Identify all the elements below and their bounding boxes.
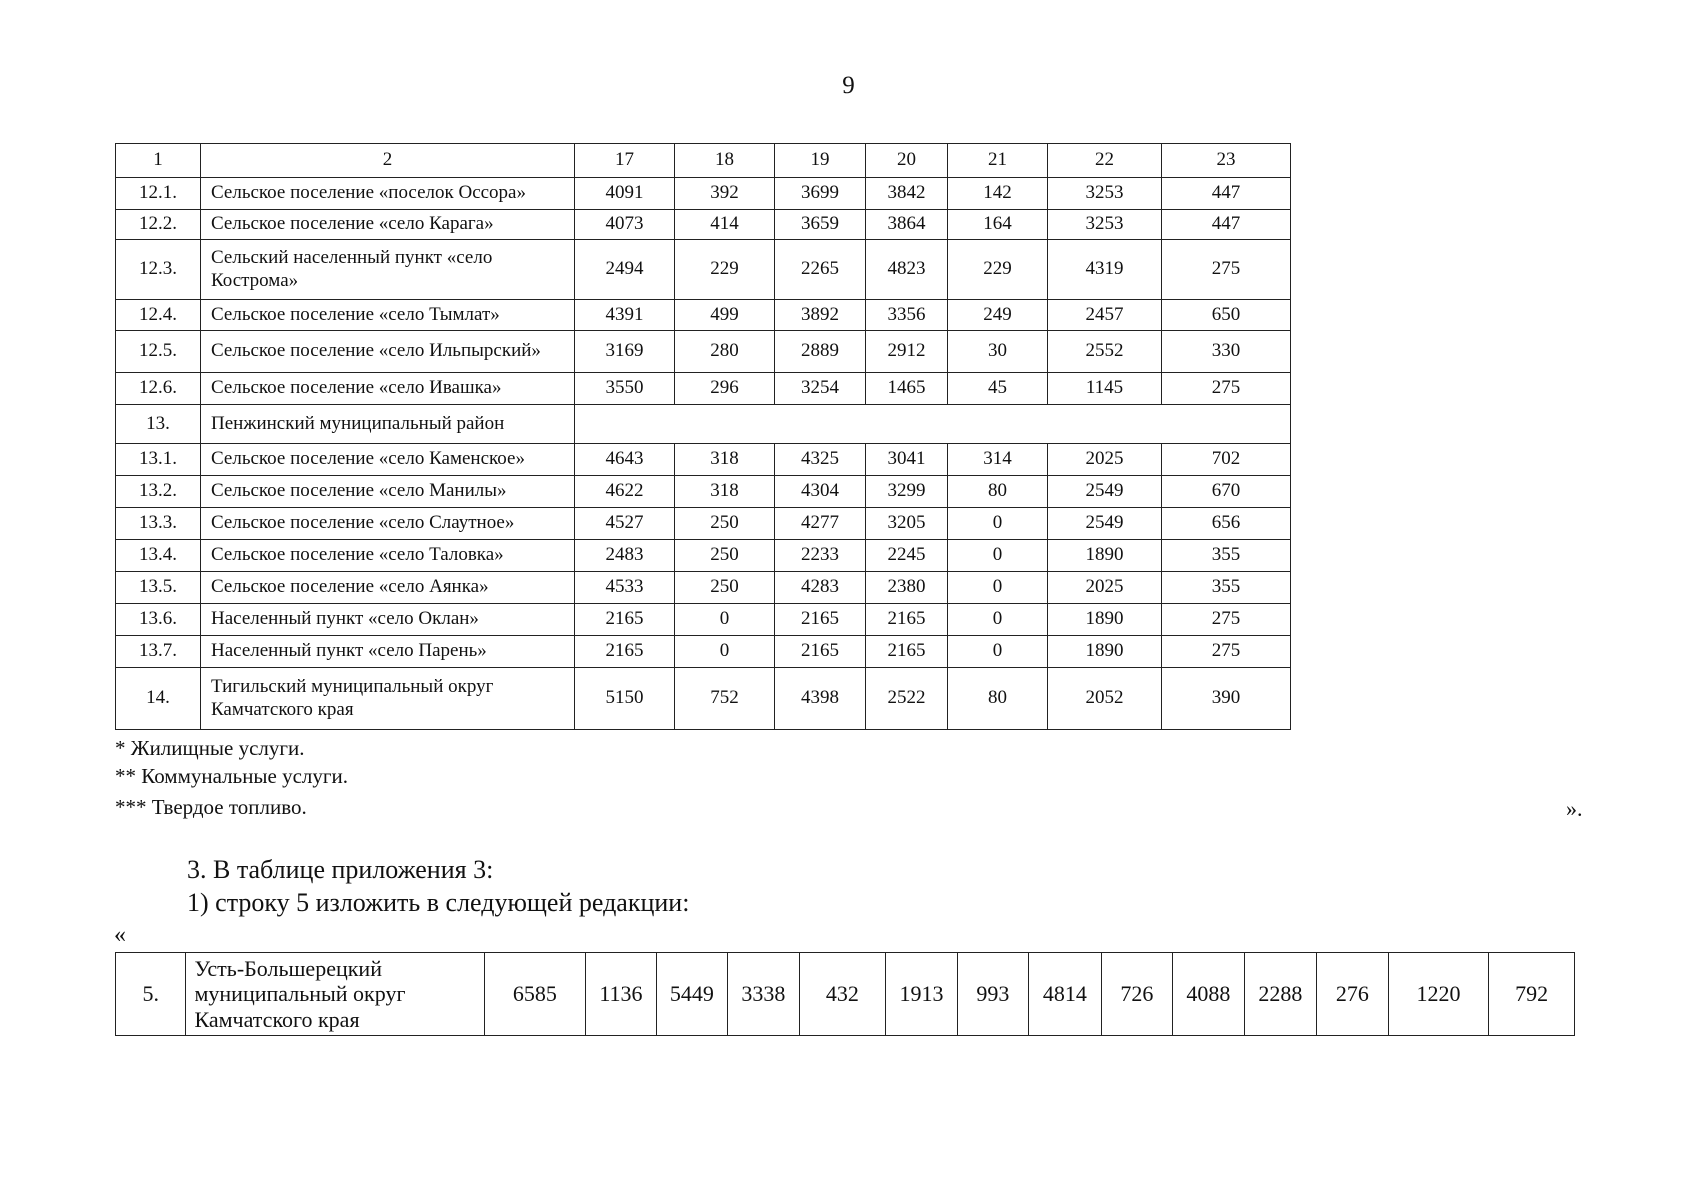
- value-cell: 702: [1162, 444, 1291, 476]
- value-cell: 229: [675, 240, 775, 300]
- column-header: 1: [116, 144, 201, 178]
- value-cell: 392: [675, 178, 775, 210]
- row-number: 13.7.: [116, 636, 201, 668]
- row-number: 13.3.: [116, 508, 201, 540]
- value-cell: 3253: [1048, 178, 1162, 210]
- value-cell: 80: [948, 668, 1048, 730]
- value-cell: 4091: [575, 178, 675, 210]
- value-cell: 4643: [575, 444, 675, 476]
- value-cell: 2165: [775, 636, 866, 668]
- value-cell: 0: [948, 572, 1048, 604]
- opening-quote: «: [114, 922, 126, 948]
- value-cell: 1145: [1048, 373, 1162, 405]
- value-cell: 670: [1162, 476, 1291, 508]
- row-number: 13.1.: [116, 444, 201, 476]
- row-number: 13.2.: [116, 476, 201, 508]
- value-cell: 4073: [575, 210, 675, 240]
- value-cell: 726: [1101, 953, 1172, 1036]
- row-number: 12.4.: [116, 300, 201, 331]
- value-cell: 355: [1162, 540, 1291, 572]
- value-cell: 3205: [866, 508, 948, 540]
- table-row: [116, 300, 1291, 331]
- value-cell: 447: [1162, 178, 1291, 210]
- municipality-name: Сельский населенный пункт «село Кострома»: [201, 240, 575, 300]
- column-header: 22: [1048, 144, 1162, 178]
- table-row: [116, 953, 1575, 1036]
- value-cell: 142: [948, 178, 1048, 210]
- main-table: [115, 143, 1291, 730]
- paragraph-item-3: 3. В таблице приложения 3:: [187, 855, 494, 884]
- value-cell: 2025: [1048, 572, 1162, 604]
- table-row: [116, 444, 1291, 476]
- municipality-name: Сельское поселение «село Тымлат»: [201, 300, 575, 331]
- value-cell: 1890: [1048, 540, 1162, 572]
- value-cell: 164: [948, 210, 1048, 240]
- value-cell: 2165: [866, 604, 948, 636]
- value-cell: 2288: [1244, 953, 1316, 1036]
- value-cell: 4398: [775, 668, 866, 730]
- value-cell: 30: [948, 331, 1048, 373]
- value-cell: 2165: [575, 636, 675, 668]
- row-number: 12.1.: [116, 178, 201, 210]
- footnote-utilities: ** Коммунальные услуги.: [115, 764, 349, 788]
- value-cell: 4533: [575, 572, 675, 604]
- municipality-name: Сельское поселение «село Манилы»: [201, 476, 575, 508]
- value-cell: 993: [957, 953, 1028, 1036]
- value-cell: 280: [675, 331, 775, 373]
- value-cell: 4622: [575, 476, 675, 508]
- value-cell: 6585: [484, 953, 586, 1036]
- table-row: [116, 178, 1291, 210]
- row-number: 13.5.: [116, 572, 201, 604]
- value-cell: 2552: [1048, 331, 1162, 373]
- value-cell: 3659: [775, 210, 866, 240]
- value-cell: 2522: [866, 668, 948, 730]
- row-number: 13.6.: [116, 604, 201, 636]
- row5-table: [115, 952, 1575, 1036]
- value-cell: 390: [1162, 668, 1291, 730]
- value-cell: 752: [675, 668, 775, 730]
- value-cell: 4814: [1029, 953, 1101, 1036]
- value-cell: 3254: [775, 373, 866, 405]
- value-cell: 296: [675, 373, 775, 405]
- table-row: [116, 572, 1291, 604]
- table-row: [116, 508, 1291, 540]
- value-cell: 656: [1162, 508, 1291, 540]
- column-header: 2: [201, 144, 575, 178]
- value-cell: 5449: [656, 953, 727, 1036]
- value-cell: 3041: [866, 444, 948, 476]
- value-cell: 2549: [1048, 508, 1162, 540]
- value-cell: 1890: [1048, 636, 1162, 668]
- value-cell: 792: [1489, 953, 1575, 1036]
- municipality-name: Сельское поселение «поселок Оссора»: [201, 178, 575, 210]
- row-number: 13.: [116, 405, 201, 444]
- value-cell: 2025: [1048, 444, 1162, 476]
- value-cell: 3253: [1048, 210, 1162, 240]
- value-cell: 3356: [866, 300, 948, 331]
- value-cell: 249: [948, 300, 1048, 331]
- value-cell: 2233: [775, 540, 866, 572]
- value-cell: 4304: [775, 476, 866, 508]
- value-cell: 2265: [775, 240, 866, 300]
- value-cell: 4277: [775, 508, 866, 540]
- municipality-name: Сельское поселение «село Слаутное»: [201, 508, 575, 540]
- value-cell: 2380: [866, 572, 948, 604]
- municipality-name: Тигильский муниципальный округ Камчатского края: [201, 668, 575, 730]
- municipality-name: Сельское поселение «село Каменское»: [201, 444, 575, 476]
- value-cell: 330: [1162, 331, 1291, 373]
- value-cell: 80: [948, 476, 1048, 508]
- column-header: 21: [948, 144, 1048, 178]
- value-cell: 275: [1162, 604, 1291, 636]
- value-cell: 4319: [1048, 240, 1162, 300]
- table-row: [116, 373, 1291, 405]
- value-cell: 229: [948, 240, 1048, 300]
- value-cell: 275: [1162, 636, 1291, 668]
- empty-merged-cell: [575, 405, 1291, 444]
- value-cell: 1220: [1388, 953, 1489, 1036]
- value-cell: 4325: [775, 444, 866, 476]
- column-header: 20: [866, 144, 948, 178]
- value-cell: 250: [675, 540, 775, 572]
- value-cell: 3842: [866, 178, 948, 210]
- row-number: 14.: [116, 668, 201, 730]
- value-cell: 4283: [775, 572, 866, 604]
- municipality-name: Сельское поселение «село Карага»: [201, 210, 575, 240]
- value-cell: 275: [1162, 240, 1291, 300]
- value-cell: 314: [948, 444, 1048, 476]
- table-row: [116, 476, 1291, 508]
- value-cell: 3169: [575, 331, 675, 373]
- table-row: [116, 210, 1291, 240]
- table-header-row: [116, 144, 1291, 178]
- table-row: [116, 604, 1291, 636]
- value-cell: 2549: [1048, 476, 1162, 508]
- column-header: 19: [775, 144, 866, 178]
- value-cell: 250: [675, 508, 775, 540]
- table-row: [116, 540, 1291, 572]
- row-number: 12.3.: [116, 240, 201, 300]
- value-cell: 2889: [775, 331, 866, 373]
- column-header: 23: [1162, 144, 1291, 178]
- table-row: [116, 331, 1291, 373]
- value-cell: 5150: [575, 668, 675, 730]
- page-number: 9: [842, 72, 855, 99]
- table-row: [116, 668, 1291, 730]
- municipality-name: Сельское поселение «село Таловка»: [201, 540, 575, 572]
- value-cell: 4088: [1173, 953, 1244, 1036]
- section-row: [116, 405, 1291, 444]
- municipality-name: Населенный пункт «село Оклан»: [201, 604, 575, 636]
- value-cell: 2052: [1048, 668, 1162, 730]
- value-cell: 3864: [866, 210, 948, 240]
- value-cell: 0: [948, 604, 1048, 636]
- value-cell: 1465: [866, 373, 948, 405]
- value-cell: 1136: [586, 953, 656, 1036]
- value-cell: 318: [675, 444, 775, 476]
- row-number: 12.2.: [116, 210, 201, 240]
- value-cell: 0: [675, 636, 775, 668]
- value-cell: 2494: [575, 240, 675, 300]
- row-number: 13.4.: [116, 540, 201, 572]
- value-cell: 2165: [866, 636, 948, 668]
- value-cell: 45: [948, 373, 1048, 405]
- row-number: 5.: [116, 953, 186, 1036]
- value-cell: 1913: [886, 953, 957, 1036]
- value-cell: 3550: [575, 373, 675, 405]
- value-cell: 275: [1162, 373, 1291, 405]
- value-cell: 650: [1162, 300, 1291, 331]
- footnote-housing: * Жилищные услуги.: [115, 736, 305, 760]
- value-cell: 276: [1317, 953, 1388, 1036]
- value-cell: 0: [948, 508, 1048, 540]
- value-cell: 3299: [866, 476, 948, 508]
- row-number: 12.5.: [116, 331, 201, 373]
- closing-quote: ».: [1566, 796, 1583, 821]
- value-cell: 2245: [866, 540, 948, 572]
- column-header: 18: [675, 144, 775, 178]
- municipality-name: Сельское поселение «село Аянка»: [201, 572, 575, 604]
- paragraph-subitem-1: 1) строку 5 изложить в следующей редакции:: [187, 888, 690, 917]
- municipality-name: Сельское поселение «село Ивашка»: [201, 373, 575, 405]
- value-cell: 318: [675, 476, 775, 508]
- value-cell: 2483: [575, 540, 675, 572]
- footnote-solid-fuel: *** Твердое топливо.: [115, 795, 307, 819]
- value-cell: 447: [1162, 210, 1291, 240]
- value-cell: 355: [1162, 572, 1291, 604]
- municipality-name: Пенжинский муниципальный район: [201, 405, 575, 444]
- row-number: 12.6.: [116, 373, 201, 405]
- value-cell: 414: [675, 210, 775, 240]
- table-row: [116, 240, 1291, 300]
- value-cell: 3892: [775, 300, 866, 331]
- value-cell: 1890: [1048, 604, 1162, 636]
- value-cell: 0: [948, 636, 1048, 668]
- value-cell: 4527: [575, 508, 675, 540]
- value-cell: 3699: [775, 178, 866, 210]
- value-cell: 4391: [575, 300, 675, 331]
- value-cell: 432: [799, 953, 886, 1036]
- value-cell: 4823: [866, 240, 948, 300]
- municipality-name: Усть-Большерецкий муниципальный округ Камчатского края: [186, 953, 484, 1036]
- municipality-name: Сельское поселение «село Ильпырский»: [201, 331, 575, 373]
- value-cell: 2457: [1048, 300, 1162, 331]
- value-cell: 2912: [866, 331, 948, 373]
- value-cell: 0: [675, 604, 775, 636]
- column-header: 17: [575, 144, 675, 178]
- value-cell: 3338: [728, 953, 799, 1036]
- table-row: [116, 636, 1291, 668]
- value-cell: 250: [675, 572, 775, 604]
- value-cell: 2165: [775, 604, 866, 636]
- municipality-name: Населенный пункт «село Парень»: [201, 636, 575, 668]
- value-cell: 0: [948, 540, 1048, 572]
- value-cell: 499: [675, 300, 775, 331]
- value-cell: 2165: [575, 604, 675, 636]
